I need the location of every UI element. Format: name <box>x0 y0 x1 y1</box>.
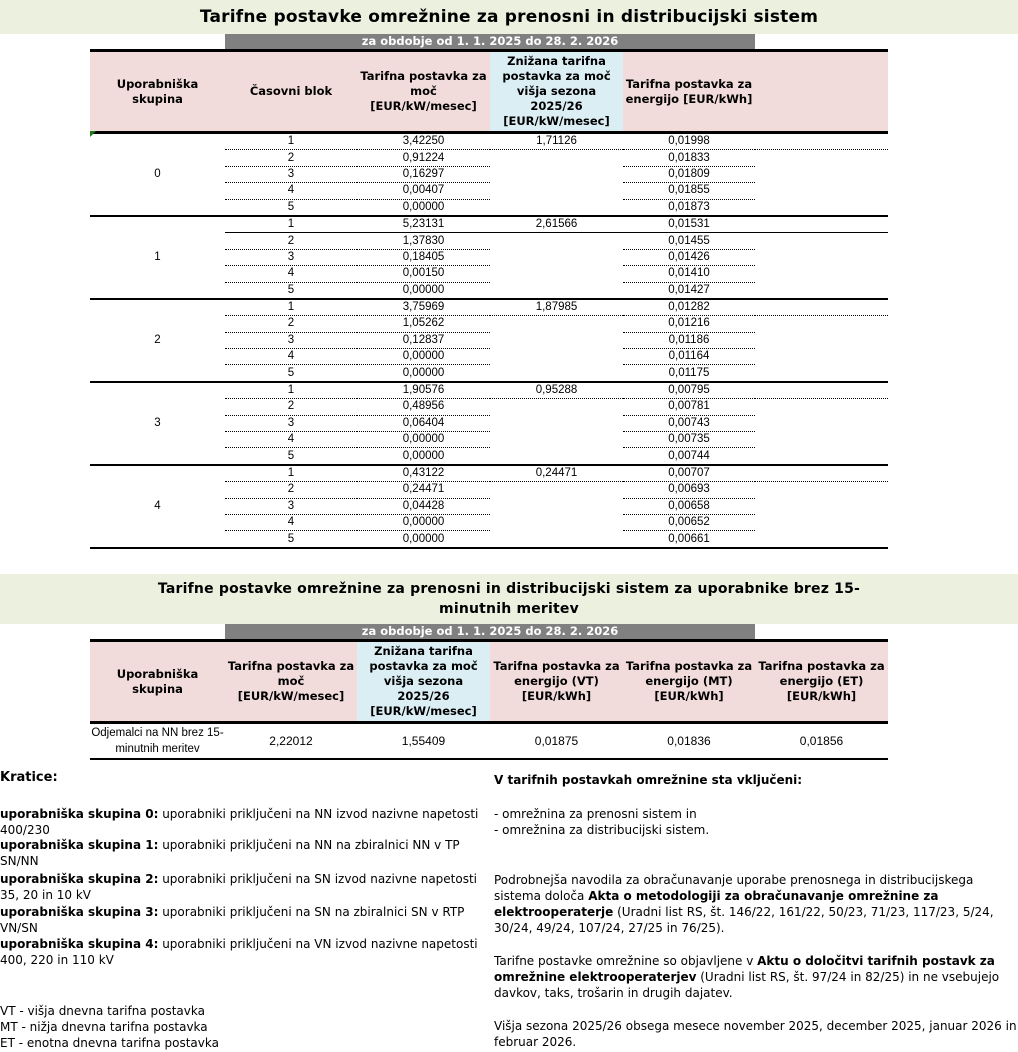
user-group-cell: 3 <box>90 382 225 465</box>
reduced-power-rate <box>490 482 623 498</box>
header-energy-rate: Tarifna postavka za energijo [EUR/kWh] <box>623 51 755 133</box>
time-block: 2 <box>225 316 357 332</box>
time-block: 4 <box>225 432 357 448</box>
table1-period: za obdobje od 1. 1. 2025 do 28. 2. 2026 <box>225 34 755 49</box>
tariff-act-paragraph: Tarifne postavke omrežnine so objavljene v Aktu o določitvi tarifnih postavk za omrežnine elektrooperaterjev (Uradni list RS, št. 97/24 in 82/25) in ne vsebujejo davkov, taks, trošarin in drugih dajatev. <box>494 954 1000 1000</box>
power-rate: 0,00000 <box>357 349 490 365</box>
energy-rate: 0,01410 <box>623 266 755 282</box>
abbr-label: uporabniška skupina 3: <box>0 905 159 919</box>
time-block: 3 <box>225 249 357 265</box>
power-rate: 0,16297 <box>357 166 490 182</box>
row-label: Odjemalci na NN brez 15-minutnih meritev <box>90 723 225 760</box>
time-block: 1 <box>225 216 357 233</box>
time-block: 4 <box>225 514 357 530</box>
reduced-power-rate <box>490 365 623 382</box>
power-rate: 0,00407 <box>357 183 490 199</box>
empty-cell <box>755 432 888 448</box>
season-paragraph: Višja sezona 2025/26 obsega mesece november 2025, december 2025, januar 2026 in februar 2026. <box>494 1019 1017 1049</box>
abbr-vt: VT - višja dnevna tarifna postavka <box>0 1004 205 1018</box>
empty-cell <box>755 233 888 249</box>
energy-rate: 0,00795 <box>623 382 755 399</box>
energy-rate: 0,01186 <box>623 332 755 348</box>
power-rate: 0,00000 <box>357 199 490 216</box>
power-rate: 0,91224 <box>357 150 490 166</box>
reduced-power-rate: 2,61566 <box>490 216 623 233</box>
reduced-power-rate <box>490 266 623 282</box>
time-block: 3 <box>225 415 357 431</box>
abbr-et: ET - enotna dnevna tarifna postavka <box>0 1036 219 1050</box>
power-rate: 2,22012 <box>225 723 357 760</box>
reduced-power-rate: 1,71126 <box>490 133 623 150</box>
power-rate: 0,43122 <box>357 465 490 482</box>
energy-rate: 0,00744 <box>623 448 755 465</box>
time-block: 3 <box>225 498 357 514</box>
empty-cell <box>755 166 888 182</box>
energy-rate: 0,00661 <box>623 531 755 548</box>
time-block: 1 <box>225 299 357 316</box>
reduced-power-rate: 0,24471 <box>490 465 623 482</box>
time-block: 5 <box>225 448 357 465</box>
power-rate: 0,00000 <box>357 514 490 530</box>
empty-cell <box>755 133 888 150</box>
abbr-group-4 <box>0 936 485 968</box>
power-rate: 0,18405 <box>357 249 490 265</box>
time-block: 1 <box>225 133 357 150</box>
time-block: 2 <box>225 150 357 166</box>
table2-title <box>0 574 1018 624</box>
empty-cell <box>755 448 888 465</box>
time-block: 2 <box>225 233 357 249</box>
power-rate: 0,00000 <box>357 432 490 448</box>
power-rate: 3,75969 <box>357 299 490 316</box>
abbr-text: uporabniki priključeni na SN na zbiralnici SN v RTP VN/SN <box>0 905 465 935</box>
empty-cell <box>755 183 888 199</box>
energy-rate: 0,01809 <box>623 166 755 182</box>
included-heading: V tarifnih postavkah omrežnine sta vključeni: <box>494 773 803 787</box>
table-row <box>90 299 888 316</box>
energy-rate: 0,00693 <box>623 482 755 498</box>
time-block: 4 <box>225 183 357 199</box>
header-energy-mt: Tarifna postavka za energijo (MT) [EUR/kWh] <box>623 641 755 723</box>
empty-cell <box>755 282 888 299</box>
reduced-power-rate <box>490 150 623 166</box>
empty-cell <box>755 365 888 382</box>
tariff-table-no-15min <box>90 639 888 760</box>
energy-rate: 0,01216 <box>623 316 755 332</box>
cell-comment-marker <box>90 131 96 137</box>
reduced-power-rate <box>490 183 623 199</box>
time-block: 5 <box>225 365 357 382</box>
power-rate: 5,23131 <box>357 216 490 233</box>
abbr-text: uporabniki priključeni na NN izvod nazivne napetosti 400/230 <box>0 807 479 837</box>
energy-rate: 0,01164 <box>623 349 755 365</box>
power-rate: 0,24471 <box>357 482 490 498</box>
user-group-cell: 1 <box>90 216 225 299</box>
included-item: - omrežnina za distribucijski sistem. <box>494 823 710 837</box>
reduced-power-rate <box>490 332 623 348</box>
reduced-power-rate <box>490 199 623 216</box>
reduced-power-rate: 1,55409 <box>357 723 490 760</box>
reduced-power-rate <box>490 448 623 465</box>
energy-rate: 0,01855 <box>623 183 755 199</box>
header-reduced-power-rate: Znižana tarifna postavka za moč višja sezona 2025/26 [EUR/kW/mesec] <box>490 51 623 133</box>
header-power-rate: Tarifna postavka za moč [EUR/kW/mesec] <box>225 641 357 723</box>
header-energy-et: Tarifna postavka za energijo (ET) [EUR/kWh] <box>755 641 888 723</box>
reduced-power-rate <box>490 316 623 332</box>
energy-rate: 0,01873 <box>623 199 755 216</box>
power-rate: 0,00000 <box>357 282 490 299</box>
empty-cell <box>755 249 888 265</box>
energy-rate: 0,00743 <box>623 415 755 431</box>
energy-rate: 0,01175 <box>623 365 755 382</box>
empty-cell <box>755 266 888 282</box>
reduced-power-rate <box>490 249 623 265</box>
abbr-group-3 <box>0 904 485 936</box>
reduced-power-rate <box>490 531 623 548</box>
power-rate: 0,00150 <box>357 266 490 282</box>
empty-cell <box>755 465 888 482</box>
empty-cell <box>755 482 888 498</box>
empty-cell <box>755 316 888 332</box>
header-user-group: Uporabniška skupina <box>90 51 225 133</box>
table-row <box>90 216 888 233</box>
included-item: - omrežnina za prenosni sistem in <box>494 807 697 821</box>
abbr-text: uporabniki priključeni na SN izvod nazivne napetosti 35, 20 in 10 kV <box>0 872 478 902</box>
abbr-text: uporabniki priključeni na NN na zbiralnici NN v TP SN/NN <box>0 838 460 868</box>
abbr-label: uporabniška skupina 0: <box>0 807 159 821</box>
energy-rate: 0,00781 <box>623 399 755 415</box>
energy-rate: 0,01455 <box>623 233 755 249</box>
tariff-act: Aktu o določitvi tarifnih postavk za omrežnine elektrooperaterjev <box>494 954 995 984</box>
empty-cell <box>755 299 888 316</box>
time-block: 3 <box>225 166 357 182</box>
user-group-cell: 2 <box>90 299 225 382</box>
time-block: 1 <box>225 382 357 399</box>
reduced-power-rate <box>490 399 623 415</box>
energy-rate: 0,00707 <box>623 465 755 482</box>
energy-rate: 0,00735 <box>623 432 755 448</box>
energy-rate: 0,01282 <box>623 299 755 316</box>
reduced-power-rate <box>490 282 623 299</box>
energy-rate: 0,00658 <box>623 498 755 514</box>
abbr-group-1 <box>0 837 485 869</box>
power-rate: 1,90576 <box>357 382 490 399</box>
user-group-cell: 0 <box>90 133 225 216</box>
time-block: 5 <box>225 282 357 299</box>
power-rate: 1,37830 <box>357 233 490 249</box>
table-row <box>90 723 888 760</box>
tariff-table <box>90 49 888 549</box>
methodology-paragraph: Podrobnejša navodila za obračunavanje uporabe prenosnega in distribucijskega sistema določa Akta o metodologiji za obračunavanje omrežnine za elektrooperaterje (Uradni list RS, št. 146/22, 161/22, 50/23, 71/23, 117/23, 5/24, 30/24, 49/24, 107/24, 27/25 in 76/25). <box>494 873 994 935</box>
reduced-power-rate <box>490 514 623 530</box>
energy-rate: 0,01426 <box>623 249 755 265</box>
header-empty <box>755 51 888 133</box>
reduced-power-rate <box>490 166 623 182</box>
table2-title-line2: minutnih meritev <box>439 601 579 617</box>
table2-title-line1: Tarifne postavke omrežnine za prenosni in distribucijski sistem za uporabnike brez 15- <box>157 581 861 597</box>
energy-vt: 0,01875 <box>490 723 623 760</box>
energy-mt: 0,01836 <box>623 723 755 760</box>
reduced-power-rate <box>490 432 623 448</box>
header-time-block: Časovni blok <box>225 51 357 133</box>
abbreviations-heading: Kratice: <box>0 770 58 785</box>
table2-period: za obdobje od 1. 1. 2025 do 28. 2. 2026 <box>225 624 755 639</box>
power-rate: 1,05262 <box>357 316 490 332</box>
reduced-power-rate <box>490 233 623 249</box>
empty-cell <box>755 199 888 216</box>
empty-cell <box>755 415 888 431</box>
time-block: 3 <box>225 332 357 348</box>
table-row <box>90 465 888 482</box>
power-rate: 3,42250 <box>357 133 490 150</box>
empty-cell <box>755 514 888 530</box>
time-block: 1 <box>225 465 357 482</box>
methodology-act: Akta o metodologiji za obračunavanje omrežnine za elektrooperaterje <box>494 889 939 919</box>
abbr-label: uporabniška skupina 1: <box>0 838 159 852</box>
header-power-rate: Tarifna postavka za moč [EUR/kW/mesec] <box>357 51 490 133</box>
power-rate: 0,04428 <box>357 498 490 514</box>
empty-cell <box>755 349 888 365</box>
power-rate: 0,06404 <box>357 415 490 431</box>
power-rate: 0,00000 <box>357 365 490 382</box>
empty-cell <box>755 150 888 166</box>
abbr-group-0 <box>0 806 485 838</box>
table-row <box>90 133 888 150</box>
energy-et: 0,01856 <box>755 723 888 760</box>
time-block: 2 <box>225 399 357 415</box>
time-block: 5 <box>225 199 357 216</box>
table-row <box>90 382 888 399</box>
header-reduced-power-rate: Znižana tarifna postavka za moč višja sezona 2025/26 [EUR/kW/mesec] <box>357 641 490 723</box>
reduced-power-rate <box>490 498 623 514</box>
header-user-group: Uporabniška skupina <box>90 641 225 723</box>
energy-rate: 0,01998 <box>623 133 755 150</box>
empty-cell <box>755 216 888 233</box>
user-group-cell: 4 <box>90 465 225 548</box>
energy-rate: 0,01531 <box>623 216 755 233</box>
reduced-power-rate: 0,95288 <box>490 382 623 399</box>
time-block: 2 <box>225 482 357 498</box>
energy-rate: 0,01427 <box>623 282 755 299</box>
power-rate: 0,00000 <box>357 448 490 465</box>
power-rate: 0,00000 <box>357 531 490 548</box>
reduced-power-rate <box>490 349 623 365</box>
header-energy-vt: Tarifna postavka za energijo (VT) [EUR/kWh] <box>490 641 623 723</box>
power-rate: 0,48956 <box>357 399 490 415</box>
empty-cell <box>755 332 888 348</box>
abbr-group-2 <box>0 871 485 903</box>
power-rate: 0,12837 <box>357 332 490 348</box>
abbr-label: uporabniška skupina 4: <box>0 937 159 951</box>
time-block: 4 <box>225 349 357 365</box>
empty-cell <box>755 531 888 548</box>
time-block: 4 <box>225 266 357 282</box>
abbr-mt: MT - nižja dnevna tarifna postavka <box>0 1020 208 1034</box>
empty-cell <box>755 498 888 514</box>
abbr-label: uporabniška skupina 2: <box>0 872 159 886</box>
energy-rate: 0,01833 <box>623 150 755 166</box>
empty-cell <box>755 399 888 415</box>
empty-cell <box>755 382 888 399</box>
reduced-power-rate <box>490 415 623 431</box>
time-block: 5 <box>225 531 357 548</box>
reduced-power-rate: 1,87985 <box>490 299 623 316</box>
abbr-text: uporabniki priključeni na VN izvod nazivne napetosti 400, 220 in 110 kV <box>0 937 478 967</box>
table1-title: Tarifne postavke omrežnine za prenosni in distribucijski sistem <box>0 0 1018 34</box>
energy-rate: 0,00652 <box>623 514 755 530</box>
